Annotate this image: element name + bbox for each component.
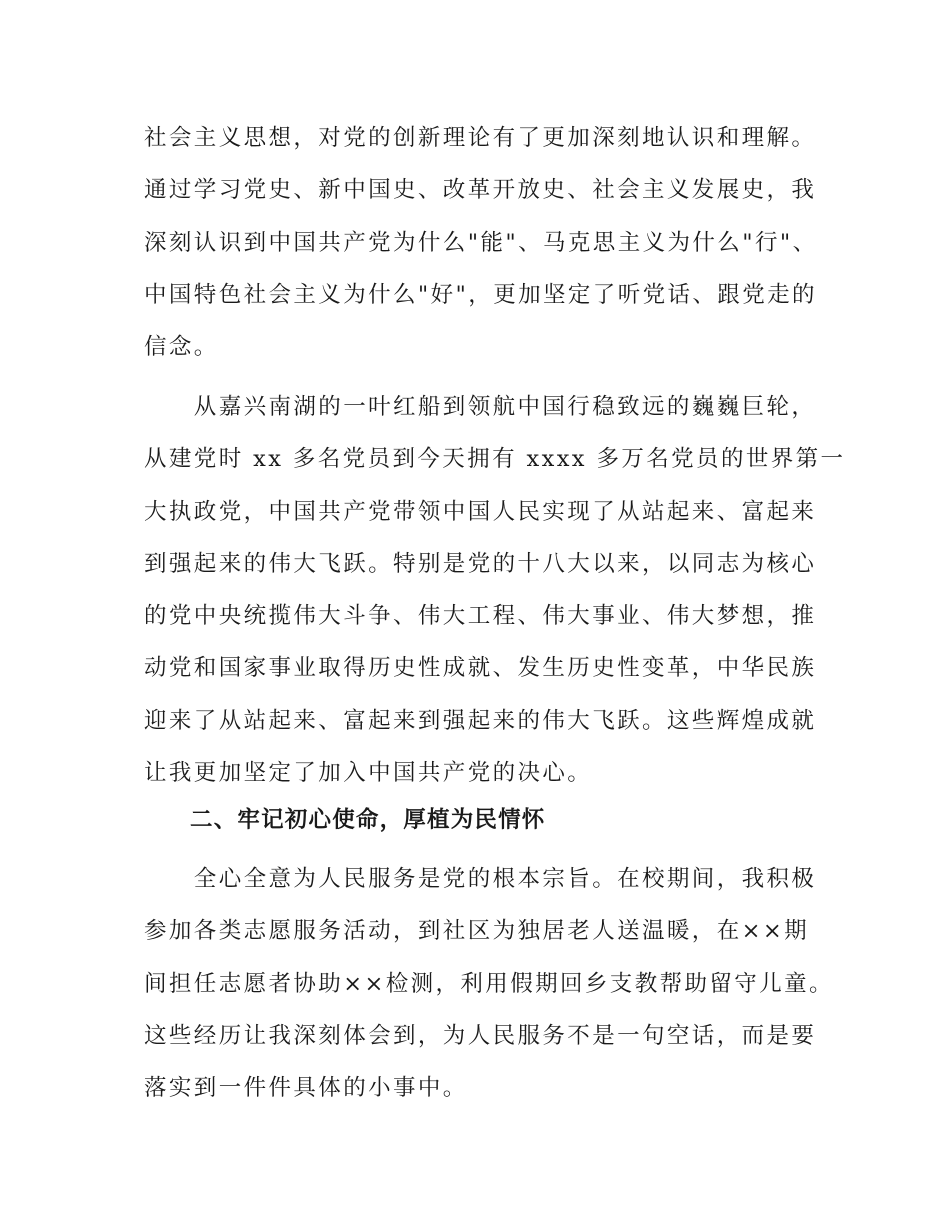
text-line: 从建党时 xx 多名党员到今天拥有 xxxx 多万名党员的世界第一 [144, 446, 846, 473]
text-line: 到强起来的伟大飞跃。特别是党的十八大以来，以同志为核心 [144, 550, 817, 577]
text-line: 社会主义思想，对党的创新理论有了更加深刻地认识和理解。 [144, 125, 817, 151]
text-line: 动党和国家事业取得历史性成就、发生历史性变革，中华民族 [144, 655, 817, 682]
paragraph-1 [144, 112, 824, 373]
text-line: 这些经历让我深刻体会到，为人民服务不是一句空话，而是要 [144, 1022, 817, 1049]
text-line: 大执政党，中国共产党带领中国人民实现了从站起来、富起来 [144, 498, 817, 525]
text-line: 通过学习党史、新中国史、改革开放史、社会主义发展史，我 [144, 177, 817, 204]
text-line: 让我更加坚定了加入中国共产党的决心。 [144, 760, 593, 787]
section-heading: 二、牢记初心使命，厚植为民情怀 [190, 807, 546, 833]
text-line: 落实到一件件具体的小事中。 [144, 1075, 468, 1102]
text-line: 中国特色社会主义为什么"好"，更加坚定了听党话、跟党走的 [144, 281, 817, 308]
paragraph-3 [144, 853, 834, 1114]
text-line: 全心全意为人民服务是党的根本宗旨。在校期间，我积极 [144, 866, 817, 892]
text-line: 深刻认识到中国共产党为什么"能"、马克思主义为什么"行"、 [144, 229, 818, 256]
text-line: 迎来了从站起来、富起来到强起来的伟大飞跃。这些辉煌成就 [144, 707, 817, 734]
text-line: 从嘉兴南湖的一叶红船到领航中国行稳致远的巍巍巨轮， [144, 394, 817, 420]
text-line: 的党中央统揽伟大斗争、伟大工程、伟大事业、伟大梦想，推 [144, 603, 817, 630]
text-line: 参加各类志愿服务活动，到社区为独居老人送温暖，在××期 [144, 918, 810, 945]
text-line: 间担任志愿者协助××检测，利用假期回乡支教帮助留守儿童。 [144, 970, 834, 997]
text-line: 信念。 [144, 334, 219, 361]
paragraph-2 [144, 381, 846, 799]
